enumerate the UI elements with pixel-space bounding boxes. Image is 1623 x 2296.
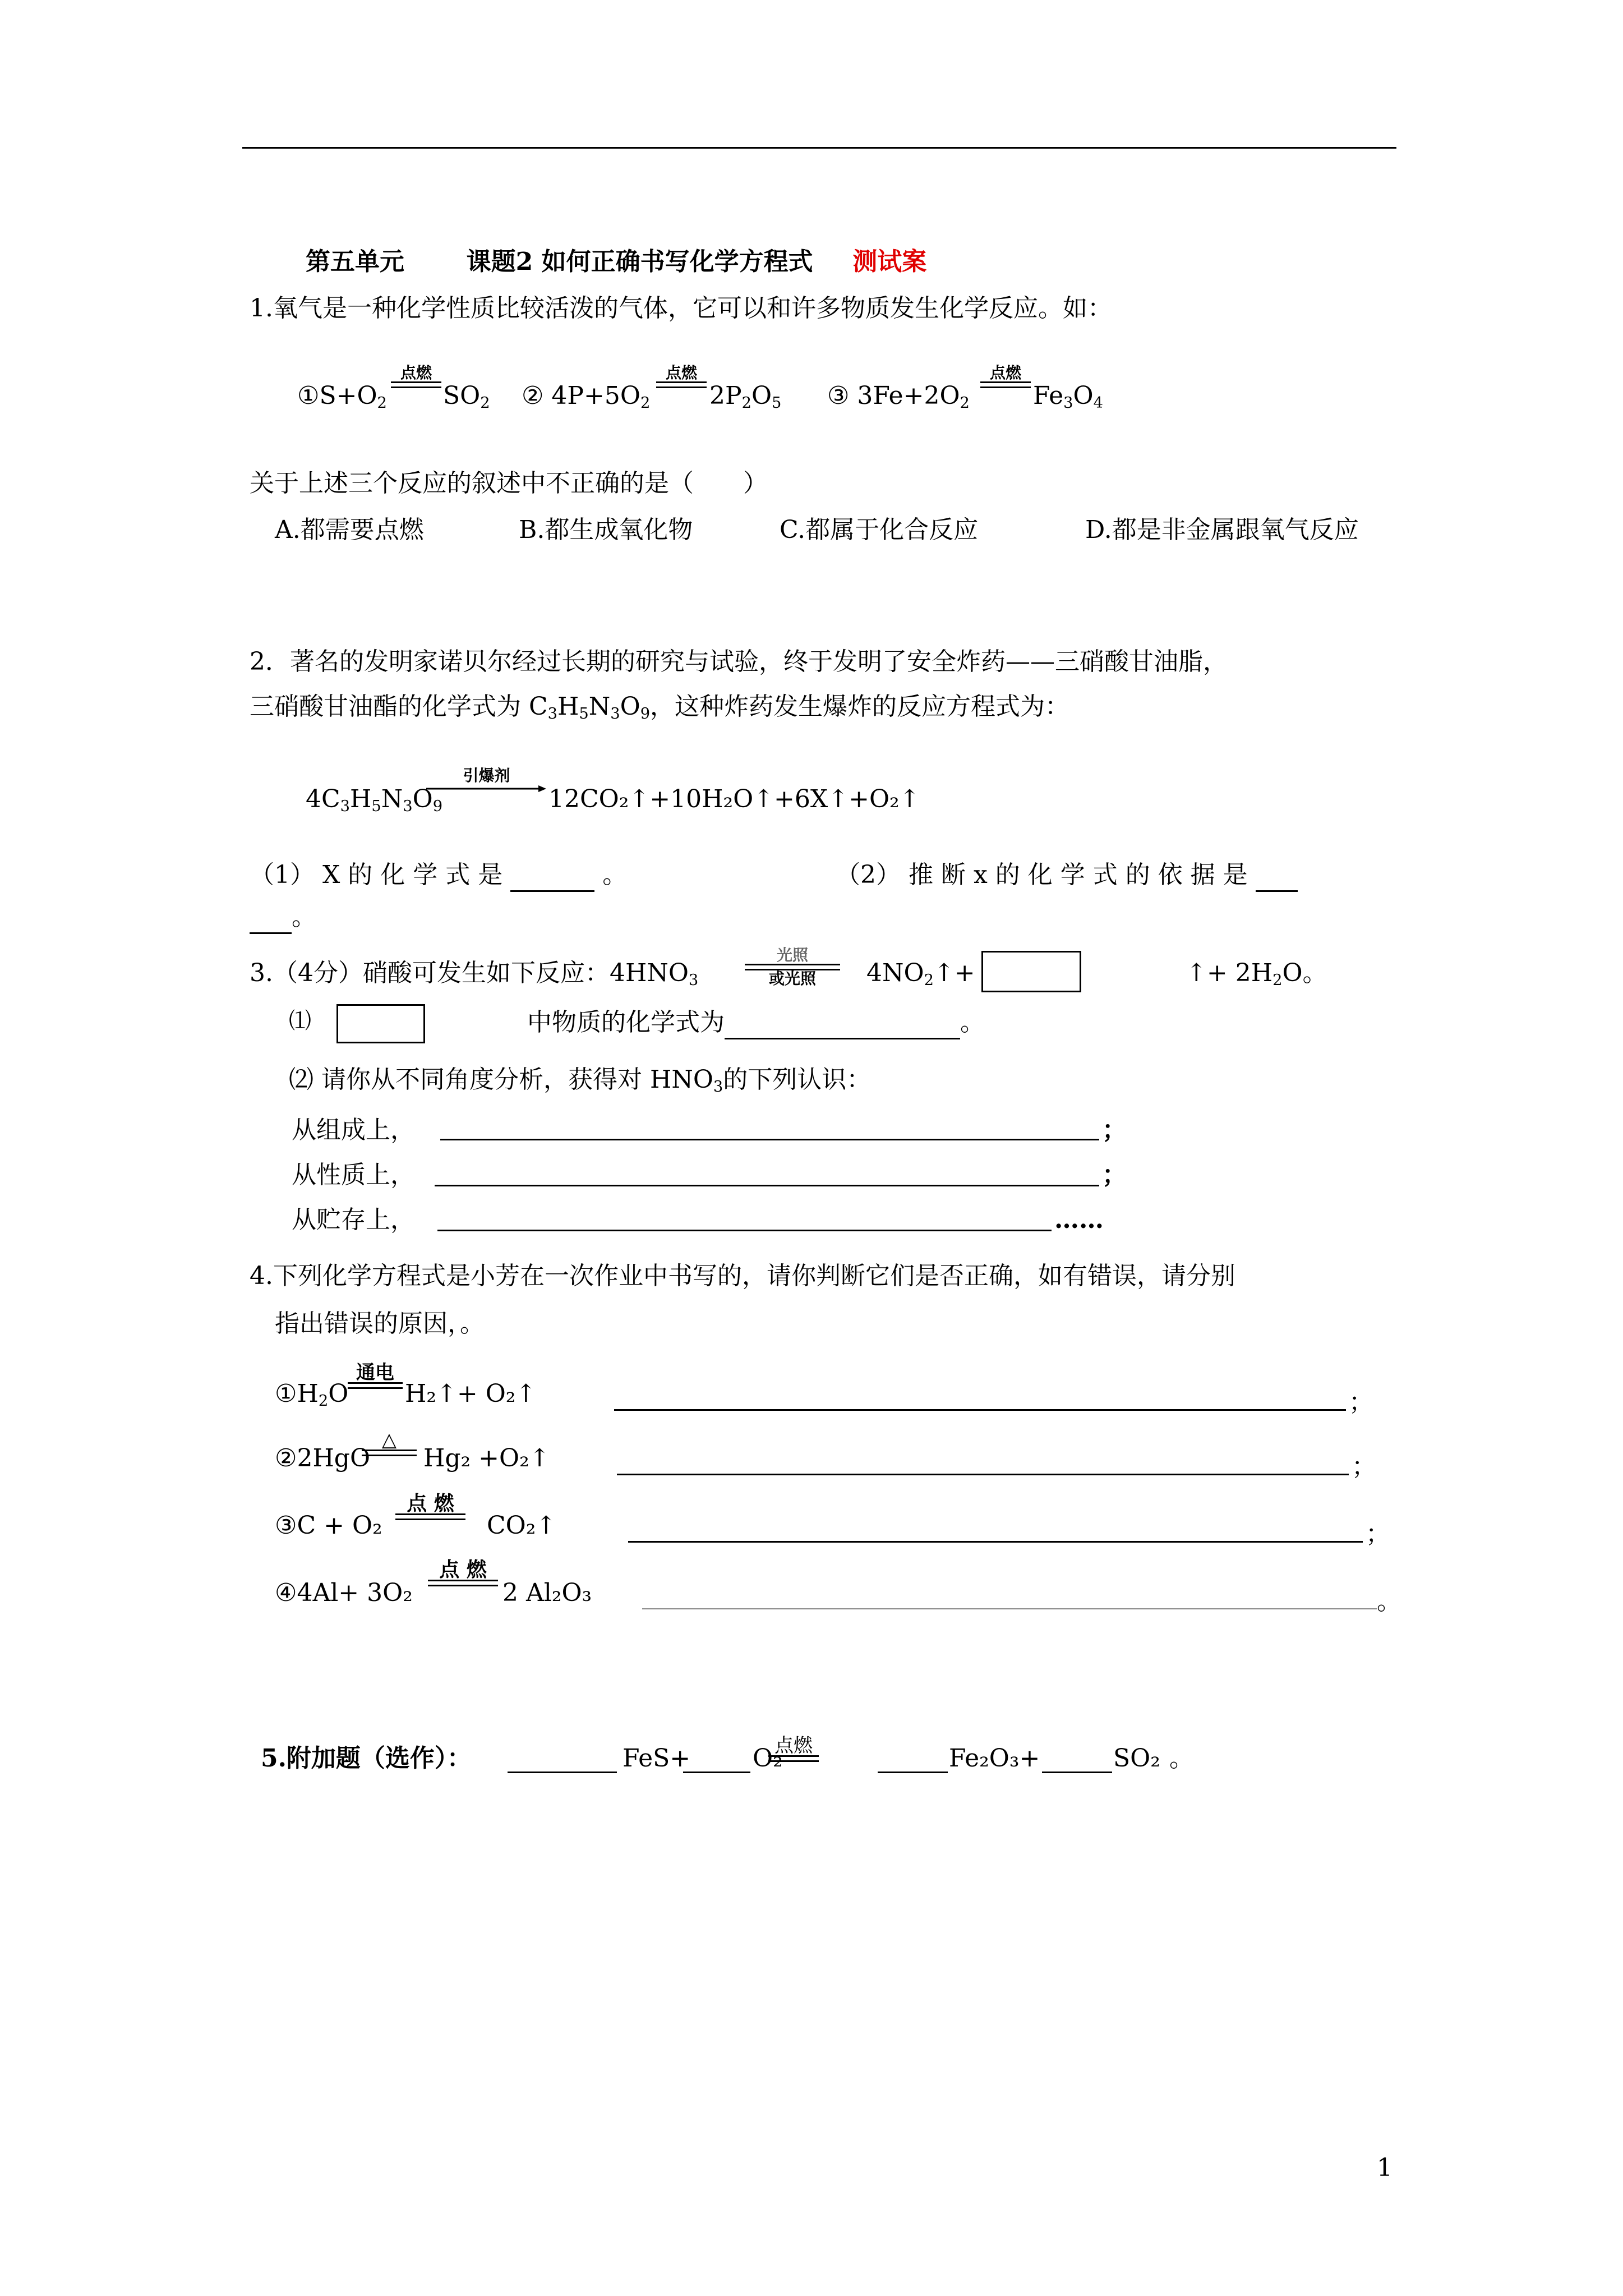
q2-equation-reactant: $4C_3H_5N_3O_9$ — [306, 785, 443, 815]
q3-row-property-line[interactable] — [435, 1185, 1099, 1186]
q3-stem-c: ↑+ $2H_2O$。 — [1186, 959, 1327, 989]
q4-eq3-reactant: ③C + O₂ — [275, 1511, 382, 1540]
q1-option-a: A.都需要点燃 — [275, 516, 424, 544]
q5-fe2o3: Fe₂O₃+ — [949, 1744, 1040, 1773]
q2-equation-condition: 引爆剂 — [426, 767, 547, 793]
q4-eq3-condition: 点 燃 — [395, 1493, 465, 1520]
q4-eq1-products: H₂↑+ O₂↑ — [405, 1379, 537, 1408]
right-arrow-icon — [426, 784, 547, 793]
q3-row-composition-line[interactable] — [440, 1139, 1099, 1140]
title-tag: 测试案 — [852, 247, 927, 276]
q2-part1: （1） X 的 化 学 式 是 。 — [250, 858, 627, 892]
page-number: 1 — [1377, 2154, 1393, 2182]
q4-line1: 4.下列化学方程式是小芳在一次作业中书写的，请你判断它们是否正确，如有错误，请分别 — [250, 1262, 1235, 1290]
q4-line2: 指出错误的原因，。 — [275, 1309, 485, 1338]
q1-eq3: ③ $3Fe+2O_2$ — [827, 381, 970, 412]
q4-eq3-products: CO₂↑ — [487, 1511, 557, 1540]
q1-eq1: $①S+O_2$ — [297, 381, 387, 412]
q3-part2: ⑵ 请你从不同角度分析，获得对 $HNO_3$的下列认识： — [289, 1065, 872, 1096]
q3-row-storage: 从贮存上， — [292, 1205, 415, 1234]
q3-answer-box[interactable] — [981, 951, 1081, 992]
q1-question: 关于上述三个反应的叙述中不正确的是（ ） — [250, 469, 768, 498]
q3-row-property-semi: ； — [1102, 1161, 1127, 1189]
q5-o2: O₂ — [753, 1744, 783, 1773]
q2-part2-cont: 。 — [250, 900, 316, 934]
q5-blank-4[interactable] — [1042, 1772, 1112, 1773]
q1-eq3-product: $Fe_3O_4$ — [1033, 381, 1103, 412]
q4-eq2-answer-line[interactable] — [617, 1474, 1349, 1475]
q4-eq2-condition: △ — [362, 1430, 417, 1456]
q3-part1-box[interactable] — [336, 1004, 425, 1043]
q4-eq4-end: 。 — [1377, 1587, 1401, 1616]
q1-eq1-product: $SO_2$ — [443, 381, 490, 412]
q1-eq1-condition: 点燃 — [391, 365, 441, 388]
q3-stem-a: 3.（4分）硝酸可发生如下反应：$4HNO_3$ — [250, 959, 699, 989]
q4-eq2-reactant: ②2HgO — [275, 1444, 371, 1473]
q5-blank-2[interactable] — [683, 1772, 750, 1773]
q3-stem-b: $4NO_2↑+$ — [866, 959, 975, 989]
header-rule — [242, 147, 1396, 149]
q3-part1-num: ⑴ — [289, 1008, 311, 1034]
q2-part2: （2） 推 断 x 的 化 学 式 的 依 据 是 — [836, 858, 1298, 892]
title-lesson: 课题2 如何正确书写化学方程式 — [466, 247, 813, 276]
q1-stem: 1.氧气是一种化学性质比较活泼的气体，它可以和许多物质发生化学反应。如： — [250, 294, 1112, 323]
q4-eq4-condition: 点 燃 — [428, 1559, 498, 1586]
q3-part1-text: 中物质的化学式为 。 — [527, 1006, 985, 1039]
q4-eq1-reactant: $①H_2O$ — [275, 1379, 349, 1410]
q4-eq4-products: 2 Al₂O₃ — [502, 1579, 592, 1607]
q4-eq4-answer-line[interactable] — [642, 1608, 1377, 1609]
page-title — [306, 245, 926, 279]
q5-fes: FeS+ — [623, 1744, 691, 1773]
q2-equation-products: 12CO₂↑+10H₂O↑+6X↑+O₂↑ — [548, 785, 920, 813]
q1-eq2: ② $4P+5O_2$ — [522, 381, 651, 412]
q4-eq1-condition: 通电 — [348, 1363, 403, 1389]
q1-option-b: B.都生成氧化物 — [519, 516, 693, 544]
q3-condition: 光照 或光照 — [745, 947, 840, 987]
q5-label: 5.附加题（选作）： — [261, 1744, 472, 1773]
q4-eq4-reactant: ④4Al+ 3O₂ — [275, 1579, 413, 1607]
q4-eq2-semi: ； — [1352, 1452, 1376, 1481]
q2-line1: 2．著名的发明家诺贝尔经过长期的研究与试验，终于发明了安全炸药——三硝酸甘油脂， — [250, 647, 1228, 676]
q4-eq2-products: Hg₂ +O₂↑ — [423, 1444, 550, 1473]
q4-eq3-answer-line[interactable] — [628, 1541, 1363, 1543]
q5-so2: SO₂ — [1113, 1744, 1160, 1773]
q3-row-property: 从性质上， — [292, 1161, 415, 1189]
q1-option-d: D.都是非金属跟氧气反应 — [1085, 516, 1359, 544]
q1-eq2-product: $2P_2O_5$ — [709, 381, 782, 412]
q1-eq2-condition: 点燃 — [656, 365, 707, 388]
q3-row-composition: 从组成上， — [292, 1116, 415, 1144]
q4-eq1-semi: ； — [1349, 1388, 1373, 1416]
q3-row-composition-semi: ； — [1102, 1116, 1127, 1144]
q2-line2: 三硝酸甘油酯的化学式为 $C_3H_5N_3O_9$，这种炸药发生爆炸的反应方程式为： — [250, 692, 1070, 723]
q5-end: 。 — [1169, 1744, 1194, 1773]
q5-condition: 点燃 — [768, 1736, 819, 1762]
q1-eq3-condition: 点燃 — [980, 365, 1031, 388]
title-unit: 第五单元 — [306, 247, 404, 276]
q4-eq3-semi: ； — [1366, 1520, 1390, 1548]
q3-row-storage-dots: …… — [1054, 1205, 1104, 1234]
q3-row-storage-line[interactable] — [437, 1230, 1052, 1231]
q5-blank-3[interactable] — [878, 1772, 948, 1773]
q5-blank-1[interactable] — [508, 1772, 617, 1773]
q4-eq1-answer-line[interactable] — [614, 1409, 1346, 1411]
q1-option-c: C.都属于化合反应 — [780, 516, 979, 544]
